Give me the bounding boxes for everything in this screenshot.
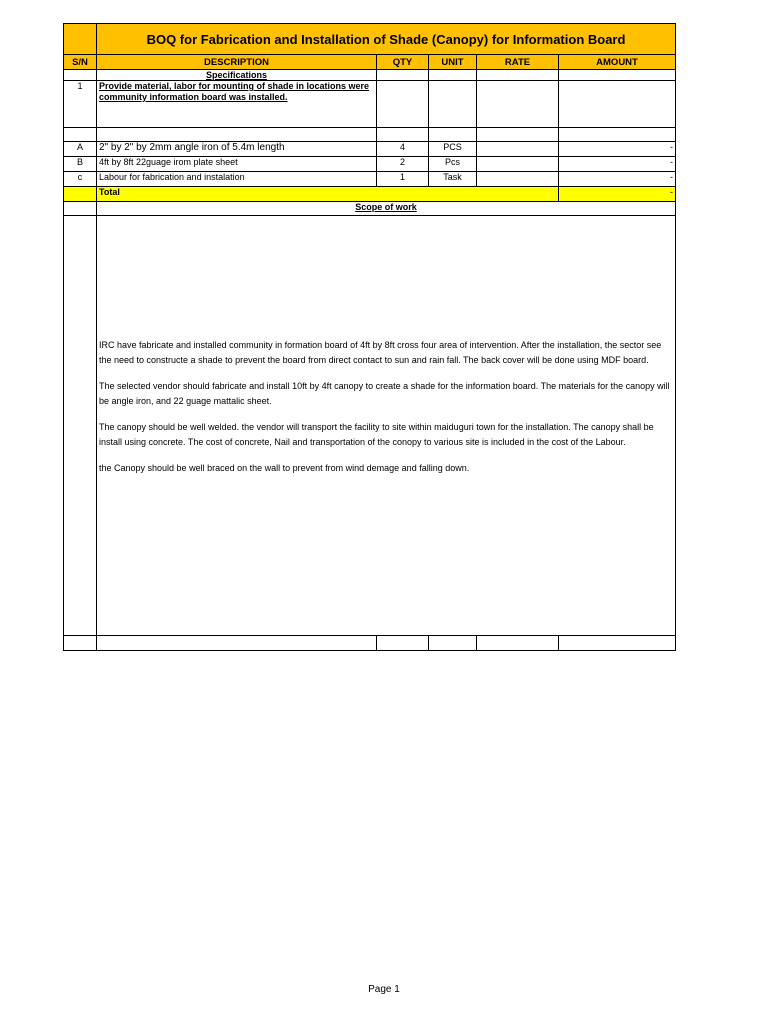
col-description: DESCRIPTION	[97, 55, 377, 70]
item-description: Provide material, labor for mounting of shade in locations were community information board was installed.	[97, 81, 377, 128]
item-description: Labour for fabrication and instalation	[97, 172, 377, 187]
item-row-a	[64, 142, 676, 157]
col-qty: QTY	[377, 55, 429, 70]
item-description: 4ft by 8ft 22guage irom plate sheet	[97, 157, 377, 172]
scope-paragraph: The canopy should be well welded. the vendor will transport the facility to site within maiduguri town for the installation. The canopy shall be install using concrete. The cost of concrete, Nail and transportation of the conopy to various site is included in the cost of the Labour.	[99, 422, 654, 447]
scope-text	[97, 216, 676, 636]
item-rate	[477, 157, 559, 172]
item-qty: 4	[377, 142, 429, 157]
boq-sheet	[63, 23, 675, 651]
item-sn: c	[64, 172, 97, 187]
item-qty: 1	[377, 172, 429, 187]
scope-label: Scope of work	[97, 202, 676, 216]
item-rate	[477, 172, 559, 187]
boq-table	[63, 23, 676, 651]
item-row-c	[64, 172, 676, 187]
item-unit: PCS	[429, 142, 477, 157]
item-row-1	[64, 81, 676, 128]
specifications-label: Specifications	[97, 70, 377, 81]
item-amount: -	[559, 142, 676, 157]
item-sn: A	[64, 142, 97, 157]
item-row-b	[64, 157, 676, 172]
item-sn: 1	[64, 81, 97, 128]
boq-title: BOQ for Fabrication and Installation of Shade (Canopy) for Information Board	[97, 24, 676, 55]
total-amount: -	[559, 187, 676, 202]
scope-row	[64, 216, 676, 636]
item-description: 2" by 2" by 2mm angle iron of 5.4m length	[97, 142, 377, 157]
item-amount: -	[559, 157, 676, 172]
col-unit: UNIT	[429, 55, 477, 70]
header-row	[64, 55, 676, 70]
item-amount: -	[559, 172, 676, 187]
scope-paragraph: The selected vendor should fabricate and install 10ft by 4ft canopy to create a shade for the information board. The materials for the canopy will be angle iron, and 22 guage mattalic sheet.	[99, 381, 670, 406]
item-unit: Task	[429, 172, 477, 187]
item-sn: B	[64, 157, 97, 172]
empty-row	[64, 636, 676, 651]
col-rate: RATE	[477, 55, 559, 70]
total-row	[64, 187, 676, 202]
item-rate	[477, 142, 559, 157]
total-label: Total	[97, 187, 559, 202]
scope-paragraph: the Canopy should be well braced on the wall to prevent from wind demage and falling down.	[99, 463, 470, 473]
item-qty: 2	[377, 157, 429, 172]
col-amount: AMOUNT	[559, 55, 676, 70]
col-sn: S/N	[64, 55, 97, 70]
scope-paragraph: IRC have fabricate and installed community in formation board of 4ft by 8ft cross four area of intervention. After the installation, the sector see the need to constructe a shade to prevent the board from direct contact to sun and rain fall. The back cover will be done using MDF board.	[99, 340, 662, 365]
item-unit: Pcs	[429, 157, 477, 172]
page-footer: Page 1	[368, 984, 400, 995]
